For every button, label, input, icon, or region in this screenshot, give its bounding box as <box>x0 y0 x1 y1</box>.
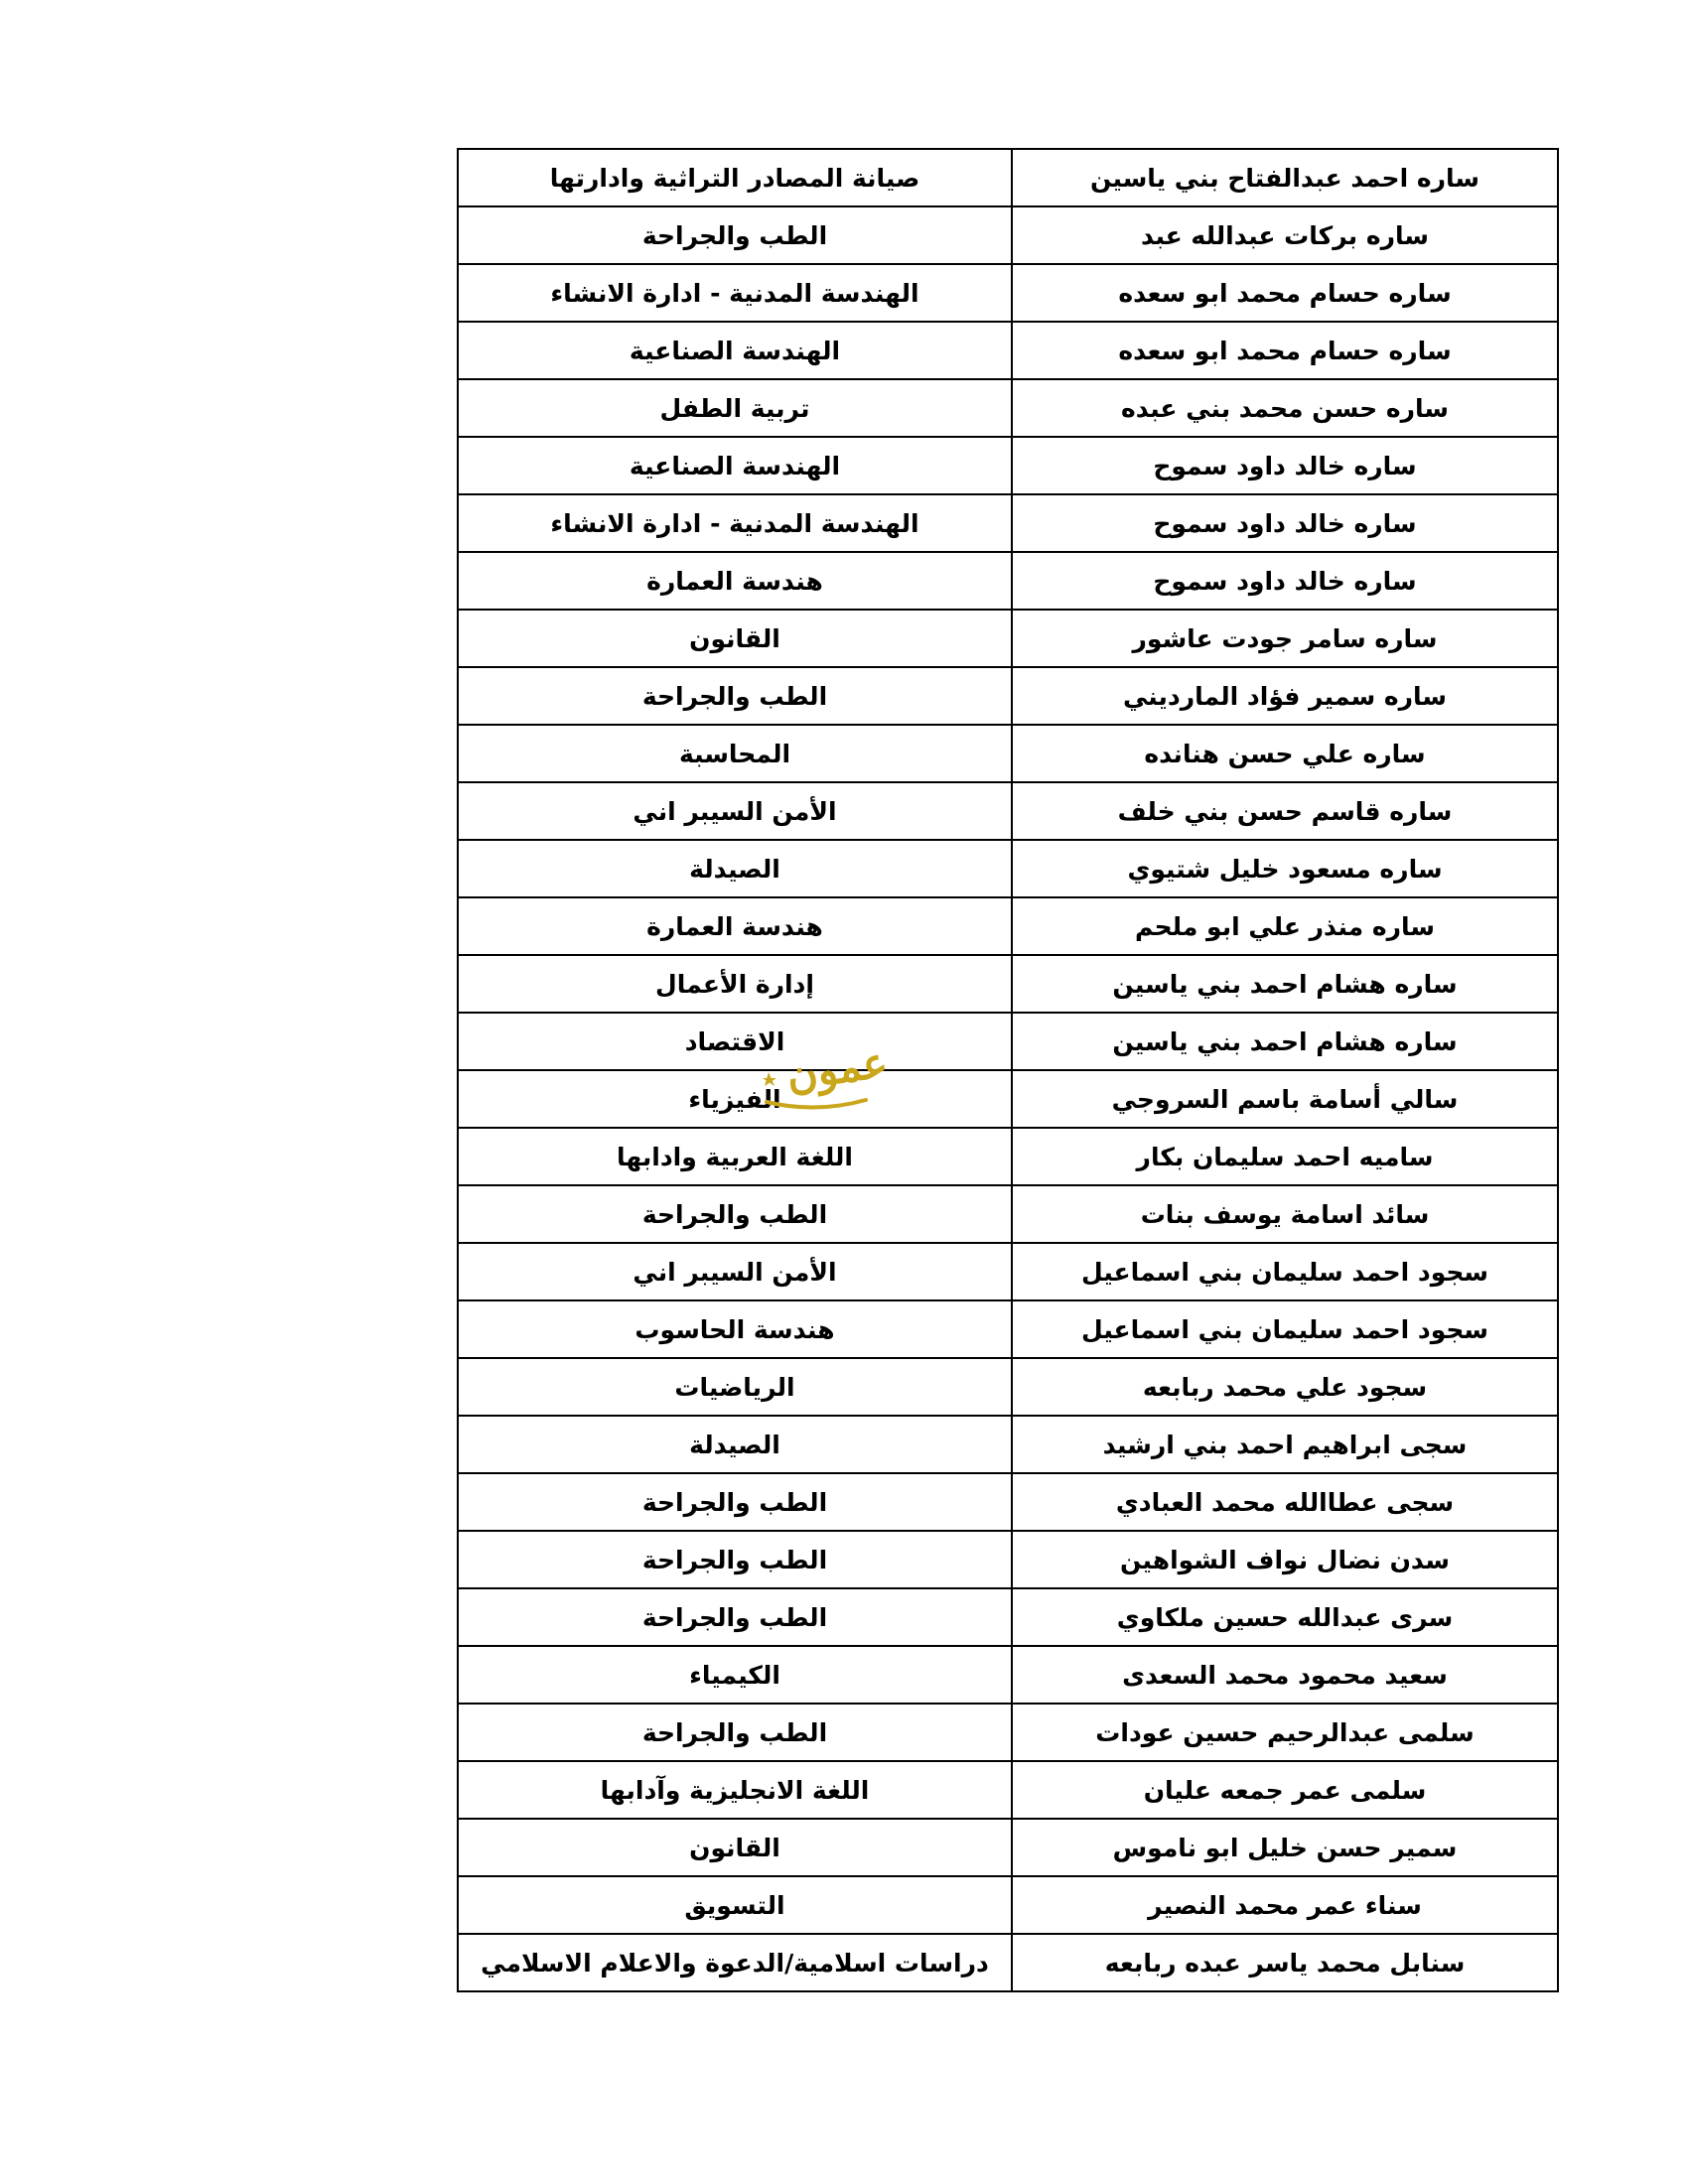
major-cell: الهندسة المدنية - ادارة الانشاء <box>458 494 1012 552</box>
major-cell: الطب والجراحة <box>458 1704 1012 1761</box>
major-cell: الهندسة الصناعية <box>458 322 1012 379</box>
watermark-text: عمون <box>783 1037 891 1100</box>
student-name-cell: سلمى عمر جمعه عليان <box>1012 1761 1558 1819</box>
student-name-cell: سالي أسامة باسم السروجي <box>1012 1070 1558 1128</box>
student-name-cell: سجى ابراهيم احمد بني ارشيد <box>1012 1416 1558 1473</box>
major-cell: الطب والجراحة <box>458 206 1012 264</box>
major-cell: الهندسة المدنية - ادارة الانشاء <box>458 264 1012 322</box>
major-cell: الاقتصاد <box>458 1013 1012 1070</box>
table-row <box>458 897 1558 955</box>
table-row <box>458 149 1558 206</box>
major-cell: الفيزياء <box>458 1070 1012 1128</box>
major-cell: الهندسة الصناعية <box>458 437 1012 494</box>
table-row <box>458 667 1558 725</box>
student-name-cell: سجود احمد سليمان بني اسماعيل <box>1012 1300 1558 1358</box>
student-name-cell: سمير حسن خليل ابو ناموس <box>1012 1819 1558 1876</box>
student-name-cell: ساره سمير فؤاد المارديني <box>1012 667 1558 725</box>
table-row <box>458 1819 1558 1876</box>
student-name-cell: ساره خالد داود سموح <box>1012 437 1558 494</box>
student-name-cell: ساره احمد عبدالفتاح بني ياسين <box>1012 149 1558 206</box>
table-row <box>458 840 1558 897</box>
student-name-cell: ساره بركات عبدالله عبد <box>1012 206 1558 264</box>
major-cell: الطب والجراحة <box>458 1473 1012 1531</box>
table-row <box>458 610 1558 667</box>
major-cell: الصيدلة <box>458 840 1012 897</box>
major-cell: هندسة الحاسوب <box>458 1300 1012 1358</box>
table-row <box>458 1300 1558 1358</box>
student-name-cell: ساره حسن محمد بني عبده <box>1012 379 1558 437</box>
major-cell: الطب والجراحة <box>458 1588 1012 1646</box>
table-row <box>458 264 1558 322</box>
table-row <box>458 1761 1558 1819</box>
major-cell: الرياضيات <box>458 1358 1012 1416</box>
major-cell: هندسة العمارة <box>458 897 1012 955</box>
table-row <box>458 1185 1558 1243</box>
major-cell: الطب والجراحة <box>458 1531 1012 1588</box>
student-name-cell: ساره سامر جودت عاشور <box>1012 610 1558 667</box>
major-cell: الصيدلة <box>458 1416 1012 1473</box>
table-row <box>458 1070 1558 1128</box>
major-cell: القانون <box>458 610 1012 667</box>
student-name-cell: سنابل محمد ياسر عبده ربابعه <box>1012 1934 1558 1991</box>
major-cell: تربية الطفل <box>458 379 1012 437</box>
student-name-cell: ساره مسعود خليل شتيوي <box>1012 840 1558 897</box>
student-name-cell: سدن نضال نواف الشواهين <box>1012 1531 1558 1588</box>
student-name-cell: سرى عبدالله حسين ملكاوي <box>1012 1588 1558 1646</box>
major-cell: الأمن السيبر اني <box>458 1243 1012 1300</box>
table-row <box>458 494 1558 552</box>
table-row <box>458 379 1558 437</box>
results-table <box>457 148 1559 1992</box>
results-table-body <box>458 149 1558 1991</box>
table-row <box>458 1243 1558 1300</box>
student-name-cell: ساره هشام احمد بني ياسين <box>1012 955 1558 1013</box>
major-cell: الكيمياء <box>458 1646 1012 1704</box>
table-row <box>458 206 1558 264</box>
student-name-cell: ساره حسام محمد ابو سعده <box>1012 264 1558 322</box>
major-cell: الأمن السيبر اني <box>458 782 1012 840</box>
student-name-cell: سناء عمر محمد النصير <box>1012 1876 1558 1934</box>
table-row <box>458 1531 1558 1588</box>
table-row <box>458 955 1558 1013</box>
table-row <box>458 782 1558 840</box>
student-name-cell: سعيد محمود محمد السعدى <box>1012 1646 1558 1704</box>
major-cell: صيانة المصادر التراثية وادارتها <box>458 149 1012 206</box>
major-cell: المحاسبة <box>458 725 1012 782</box>
table-row <box>458 322 1558 379</box>
major-cell: القانون <box>458 1819 1012 1876</box>
major-cell: اللغة الانجليزية وآدابها <box>458 1761 1012 1819</box>
table-row <box>458 1358 1558 1416</box>
student-name-cell: سجى عطاالله محمد العبادي <box>1012 1473 1558 1531</box>
student-name-cell: ساره هشام احمد بني ياسين <box>1012 1013 1558 1070</box>
student-name-cell: سجود علي محمد ربابعه <box>1012 1358 1558 1416</box>
table-row <box>458 1646 1558 1704</box>
table-row <box>458 437 1558 494</box>
major-cell: الطب والجراحة <box>458 1185 1012 1243</box>
watermark-logo <box>747 1037 935 1122</box>
student-name-cell: ساره منذر علي ابو ملحم <box>1012 897 1558 955</box>
student-name-cell: ساره خالد داود سموح <box>1012 552 1558 610</box>
student-name-cell: ساره علي حسن هنانده <box>1012 725 1558 782</box>
table-row <box>458 1128 1558 1185</box>
table-row <box>458 552 1558 610</box>
student-name-cell: ساره خالد داود سموح <box>1012 494 1558 552</box>
major-cell: إدارة الأعمال <box>458 955 1012 1013</box>
table-row <box>458 1934 1558 1991</box>
table-row <box>458 1416 1558 1473</box>
major-cell: الطب والجراحة <box>458 667 1012 725</box>
student-name-cell: ساره حسام محمد ابو سعده <box>1012 322 1558 379</box>
table-row <box>458 1013 1558 1070</box>
table-row <box>458 725 1558 782</box>
major-cell: دراسات اسلامية/الدعوة والاعلام الاسلامي <box>458 1934 1012 1991</box>
major-cell: هندسة العمارة <box>458 552 1012 610</box>
table-row <box>458 1876 1558 1934</box>
table-row <box>458 1473 1558 1531</box>
student-name-cell: ساميه احمد سليمان بكار <box>1012 1128 1558 1185</box>
table-row <box>458 1588 1558 1646</box>
major-cell: اللغة العربية وادابها <box>458 1128 1012 1185</box>
student-name-cell: سلمى عبدالرحيم حسين عودات <box>1012 1704 1558 1761</box>
table-row <box>458 1704 1558 1761</box>
student-name-cell: ساره قاسم حسن بني خلف <box>1012 782 1558 840</box>
student-name-cell: سائد اسامة يوسف بنات <box>1012 1185 1558 1243</box>
major-cell: التسويق <box>458 1876 1012 1934</box>
student-name-cell: سجود احمد سليمان بني اسماعيل <box>1012 1243 1558 1300</box>
